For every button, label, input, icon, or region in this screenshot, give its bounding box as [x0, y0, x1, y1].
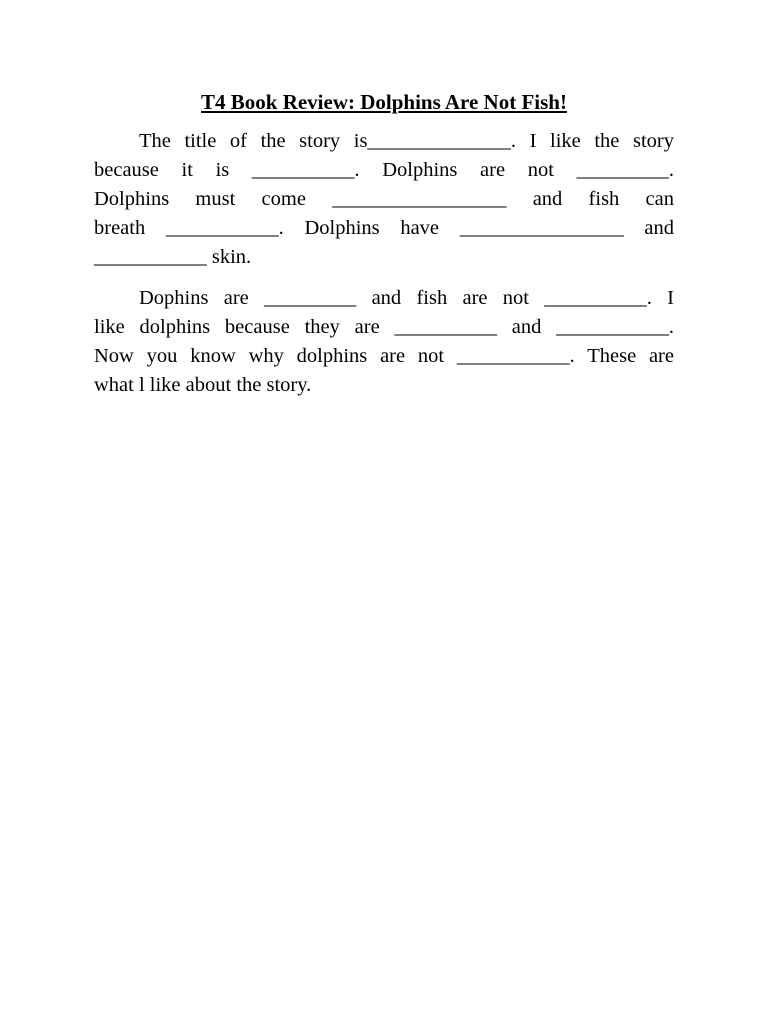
paragraph-2-line-1: Dophins are _________ and fish are not __________. I: [139, 287, 674, 309]
paragraph-1-line-3: Dolphins must come _________________ and fish can: [94, 188, 674, 210]
paragraph-2-line-3: Now you know why dolphins are not ___________. These are: [94, 345, 674, 367]
paragraph-1-line-2: because it is __________. Dolphins are not _________.: [94, 159, 674, 181]
paragraph-1-line-5: ___________ skin.: [94, 246, 252, 268]
paragraph-1-line-4: breath ___________. Dolphins have ________________ and: [94, 217, 674, 239]
paragraph-1: [94, 127, 674, 272]
paragraph-2: [94, 284, 674, 400]
paragraph-1-line-1: The title of the story is______________. I like the story: [139, 130, 674, 152]
paragraph-2-line-4: what l like about the story.: [94, 374, 312, 396]
worksheet-title: T4 Book Review: Dolphins Are Not Fish!: [201, 90, 567, 114]
paragraph-2-line-2: like dolphins because they are __________ and ___________.: [94, 316, 674, 338]
